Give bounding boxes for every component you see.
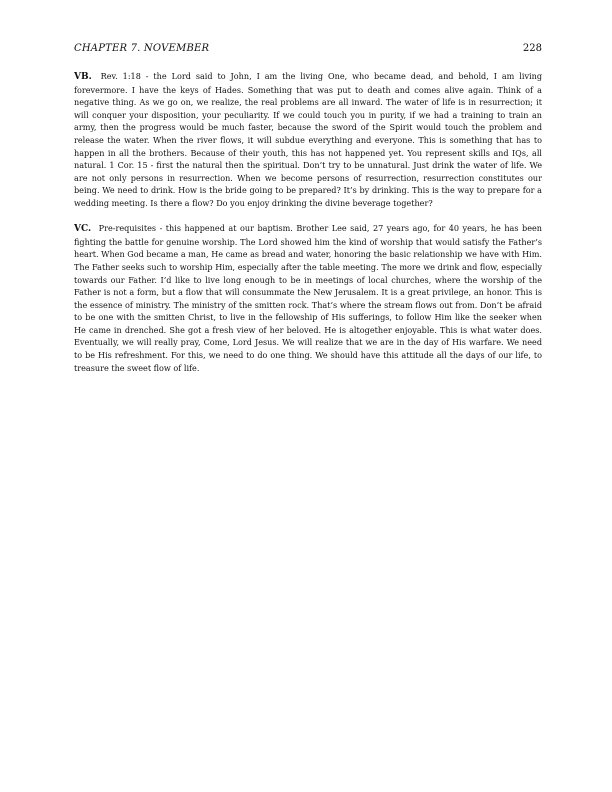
- page-content: [74, 70, 542, 387]
- chapter-title: CHAPTER 7. NOVEMBER: [74, 43, 210, 54]
- section-text: Pre-requisites - this happened at our baptism. Brother Lee said, 27 years ago, for 40 years, he has been fighting the battle for genuine worship. The Lord showed him the kind of worship that would satisfy the Father’s heart. When God became a man, He came as bread and water, honoring the basic relationship we have with Him. The Father seeks such to worship Him, especially after the table meeting. The more we drink and flow, especially towards our Father. I’d like to live long enough to be in meetings of local churches, where the worship of the Father is not a form, but a flow that will consummate the New Jerusalem. It is a great privilege, an honor. This is the essence of ministry. The ministry of the smitten rock. That’s where the stream flows out from. Don’t be afraid to be one with the smitten Christ, to live in the fellowship of His sufferings, to follow Him like the seeker when He came in drenched. She got a fresh view of her beloved. He is altogether enjoyable. This is what water does. Eventually, we will really pray, Come, Lord Jesus. We will realize that we are in the day of His warfare. We need to be His refreshment. For this, we need to do one thing. We should have this attitude all the days of our life, to treasure the sweet flow of life.: [74, 223, 543, 373]
- section-label: VB.: [74, 72, 92, 82]
- section-vb: [74, 70, 542, 210]
- section-vc: [74, 222, 542, 374]
- page-header: [74, 43, 542, 57]
- page-number: 228: [522, 43, 542, 54]
- section-label: VC.: [74, 224, 92, 235]
- section-text: Rev. 1:18 - the Lord said to John, I am the living One, who became dead, and behold, I am living forevermore. I have the keys of Hades. Something that was put to death and comes alive again. Think of a negative thing. As we go on, we realize, the real problems are all inward. The water of life is in resurrection; it will conquer your disposition, your peculiarity. If we could touch you in purity, if we had a training to train an army, then the progress would be much faster, because the sword of the Spirit would touch the problem and release the water. When the river flows, it will subdue everything and everyone. This is something that has to happen in all the brothers. Because of their youth, this has not happened yet. You represent skills and IQs, all natural. 1 Cor. 15 - first the natural then the spiritual. Don’t try to be unnatural. Just drink the water of life. We are not only persons in resurrection. When we become persons of resurrection, resurrection constitutes our being. We need to drink. How is the bride going to be prepared? It’s by drinking. This is the way to prepare for a wedding meeting. Is there a flow? Do you enjoy drinking the divine beverage together?: [74, 71, 543, 208]
